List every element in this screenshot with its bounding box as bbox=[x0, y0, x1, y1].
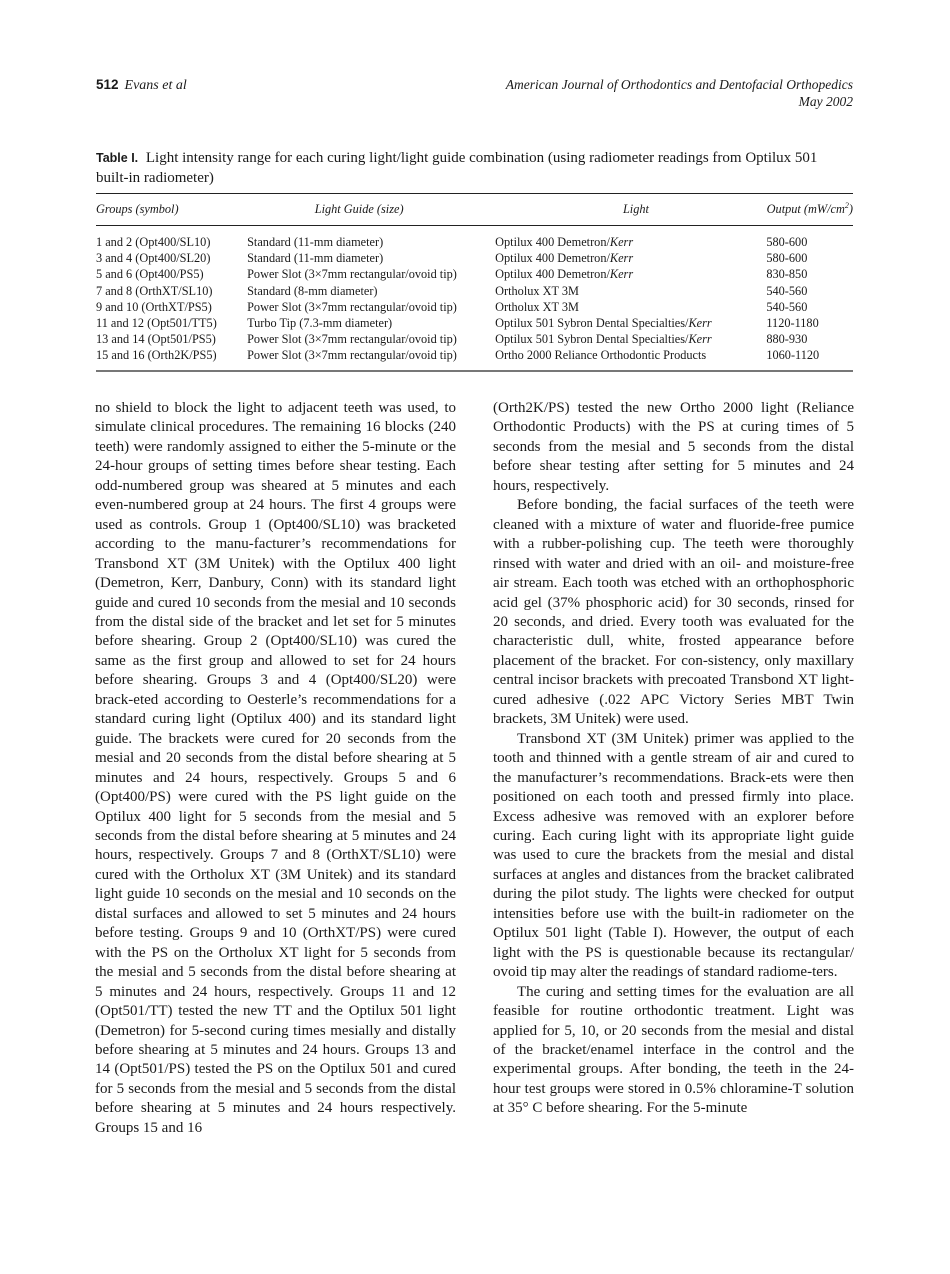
header-light-guide: Light Guide (size) bbox=[314, 202, 404, 216]
cell-light-guide: Power Slot (3×7mm rectangular/ovoid tip) bbox=[247, 299, 457, 314]
table-row bbox=[96, 299, 853, 315]
cell-output: 1120-1180 bbox=[766, 316, 819, 331]
table-caption-text: Light intensity range for each curing light/light guide combination (using radiometer readings from Optilux 501 built-in radiometer) bbox=[96, 150, 818, 186]
cell-groups: 3 and 4 (Opt400/SL20) bbox=[96, 251, 211, 266]
body-paragraph: Transbond XT (3M Unitek) primer was applied to the tooth and thinned with a gentle stream of air and cured to the manufacturer’s recommendations. Brack-ets were then positioned on each tooth and pressed firmly into place. Excess adhesive was removed with an explorer before curing. Each curing light with its appropriate light guide was used to cure the brackets from the mesial and distal surfaces at angles and distances from the bracket calibrated during the pilot study. The lights were checked for output intensities before use with the built-in radiometer on the Optilux 501 light (Table I). However, the output of each light with the PS is questionable because its rectangular/ ovoid tip may alter the readings of standard radiome-ters. bbox=[493, 730, 854, 981]
cell-groups: 1 and 2 (Opt400/SL10) bbox=[96, 235, 211, 249]
light-intensity-table bbox=[96, 194, 853, 225]
cell-groups: 13 and 14 (Opt501/PS5) bbox=[96, 332, 216, 347]
body-column-right bbox=[493, 399, 854, 1119]
manufacturer-italic: Kerr bbox=[609, 235, 634, 249]
running-head bbox=[96, 76, 853, 116]
table-row bbox=[96, 234, 853, 250]
table-row bbox=[96, 331, 853, 347]
body-paragraph: no shield to block the light to adjacent teeth was used, to simulate clinical procedures. The remaining 16 blocks (240 teeth) were randomly assigned to either the 5-minute or the 24-hour groups of setting times before shear testing. Each odd-numbered group was sheared at 5 minutes and each even-numbered group at 24 hours. The first 4 groups were used as controls. Group 1 (Opt400/SL10) was bracketed according to the manu-facturer’s recommendations for Transbond XT (3M Unitek) with the Optilux 400 light (Demetron, Kerr, Danbury, Conn) with its standard light guide and cured 10 seconds from the mesial and 10 seconds from the distal side of the bracket and let set for 5 minutes before shearing. Group 2 (Opt400/SL10) was cured the same as the first group and allowed to set for 24 hours before shearing. Groups 3 and 4 (Opt400/SL20) were brack-eted according to Oesterle’s recommendations for a standard curing light (Optilux 400) and its standard light guide. The brackets were cured for 20 seconds from the mesial and 20 seconds from the distal before shearing at 5 minutes and 24 hours, respectively. Groups 5 and 6 (Opt400/PS) were cured with the PS light guide on the Optilux 400 light for 5 seconds from the mesial and 5 seconds from the distal before shearing at 5 minutes and 24 hours, respectively. Groups 7 and 8 (OrthXT/SL10) were cured with the Ortholux XT (3M Unitek) and its standard light guide 10 seconds on the mesial and 10 seconds on the distal surfaces and allowed to set 5 minutes and 24 hours before testing. Groups 9 and 10 (OrthXT/PS) were cured with the PS on the Ortholux XT light for 5 seconds from the mesial and 5 seconds from the distal before shearing at 5 minutes and 24 hours, respectively. Groups 11 and 12 (Opt501/TT) tested the new TT and the Optilux 501 light (Demetron) for 5-second curing times mesially and distally before shearing at 5 minutes and 24 hours. Groups 13 and 14 (Opt501/PS) tested the PS on the Optilux 501 and cured for 5 seconds from the mesial and 5 seconds from the distal before shearing at 5 minutes and 24 hours respectively. Groups 15 and 16 bbox=[95, 400, 456, 1136]
table-row bbox=[96, 347, 853, 363]
table-label: Table I. bbox=[96, 151, 139, 165]
cell-light: Optilux 400 Demetron/Kerr bbox=[495, 251, 634, 266]
cell-output: 1060-1120 bbox=[766, 348, 820, 363]
cell-groups: 15 and 16 (Orth2K/PS5) bbox=[96, 348, 217, 363]
table-1 bbox=[96, 193, 853, 372]
table-row bbox=[96, 315, 853, 331]
table-row bbox=[96, 266, 853, 282]
manufacturer-italic: Kerr bbox=[688, 316, 712, 331]
running-head-left bbox=[96, 76, 187, 94]
cell-output: 580-600 bbox=[766, 251, 808, 266]
manufacturer-italic: Kerr bbox=[609, 251, 634, 266]
cell-groups: 7 and 8 (OrthXT/SL10) bbox=[96, 283, 213, 298]
cell-light-guide: Power Slot (3×7mm rectangular/ovoid tip) bbox=[247, 348, 457, 363]
light-intensity-table-body bbox=[96, 226, 853, 370]
header-groups: Groups (symbol) bbox=[96, 202, 179, 216]
cell-groups: 11 and 12 (Opt501/TT5) bbox=[96, 316, 217, 331]
cell-output: 540-560 bbox=[766, 283, 808, 298]
header-output: Output $(mW/cm^2)$ bbox=[766, 201, 853, 216]
cell-light-guide: Turbo Tip (7.3-mm diameter) bbox=[247, 316, 393, 331]
manufacturer-italic: Kerr bbox=[688, 332, 712, 347]
body-paragraph: (Orth2K/PS) tested the new Ortho 2000 light (Reliance Orthodontic Products) with the PS at curing times of 5 seconds from the mesial and 5 seconds from the distal before shear testing after setting for 5 minutes and 24 hours, respectively. bbox=[493, 400, 854, 494]
body-paragraph: Before bonding, the facial surfaces of the teeth were cleaned with a mixture of water and fluoride-free pumice with a rubber-polishing cup. The teeth were thoroughly rinsed with water and dried with an oil- and moisture-free air stream. Each tooth was etched with an orthophosphoric acid gel (37% phosphoric acid) for 30 seconds, rinsed for 20 seconds, and dried. Every tooth was evaluated for the characteristic dull, white, frosted appearance before placement of the bracket. For con-sistency, only maxillary central incisor brackets with precoated Transbond XT light-cured adhesive (.022 APC Victory Series MBT Twin brackets, 3M Unitek) were used. bbox=[493, 497, 854, 728]
authors: Evans et al bbox=[124, 78, 187, 93]
body-paragraph: The curing and setting times for the evaluation are all feasible for routine orthodontic treatment. Light was applied for 5, 10, or 20 seconds from the mesial and distal of the bracket/enamel interface in the control and the experimental groups. After bonding, the teeth in the 24-hour test groups were stored in 0.5% chloramine-T solution at 35° C before shearing. For the 5-minute bbox=[493, 983, 854, 1117]
cell-light-guide: Standard (11-mm diameter) bbox=[247, 251, 384, 266]
cell-output: 880-930 bbox=[766, 332, 808, 347]
cell-light: Optilux 400 Demetron/Kerr bbox=[495, 235, 634, 249]
issue-date: May 2002 bbox=[798, 94, 853, 109]
cell-light: Optilux 400 Demetron/Kerr bbox=[495, 267, 634, 282]
cell-light-guide: Power Slot (3×7mm rectangular/ovoid tip) bbox=[247, 332, 457, 347]
running-head-right bbox=[506, 76, 853, 110]
table-row bbox=[96, 250, 853, 266]
cell-output: 540-560 bbox=[766, 299, 808, 314]
cell-output: 580-600 bbox=[766, 235, 808, 249]
journal-title: American Journal of Orthodontics and Dentofacial Orthopedics bbox=[505, 77, 853, 92]
page-number: 512 bbox=[96, 77, 119, 92]
cell-light-guide: Standard (8-mm diameter) bbox=[247, 283, 378, 298]
cell-output: 830-850 bbox=[766, 267, 808, 282]
table-row bbox=[96, 283, 853, 299]
cell-light-guide: Standard (11-mm diameter) bbox=[247, 235, 384, 249]
cell-light: Optilux 501 Sybron Dental Specialties/Kerr bbox=[495, 332, 712, 347]
cell-groups: 9 and 10 (OrthXT/PS5) bbox=[96, 299, 212, 314]
cell-light: Ortho 2000 Reliance Orthodontic Products bbox=[495, 348, 707, 363]
cell-light: Ortholux XT 3M bbox=[495, 299, 579, 314]
cell-groups: 5 and 6 (Opt400/PS5) bbox=[96, 267, 204, 282]
cell-light-guide: Power Slot (3×7mm rectangular/ovoid tip) bbox=[247, 267, 457, 282]
header-light: Light bbox=[622, 202, 649, 216]
body-column-left bbox=[95, 399, 456, 1138]
cell-light: Ortholux XT 3M bbox=[495, 283, 579, 298]
cell-light: Optilux 501 Sybron Dental Specialties/Kerr bbox=[495, 316, 712, 331]
table-caption bbox=[96, 148, 853, 188]
manufacturer-italic: Kerr bbox=[609, 267, 634, 282]
table-header-row bbox=[96, 194, 853, 225]
table-bottom-rule bbox=[96, 370, 853, 372]
